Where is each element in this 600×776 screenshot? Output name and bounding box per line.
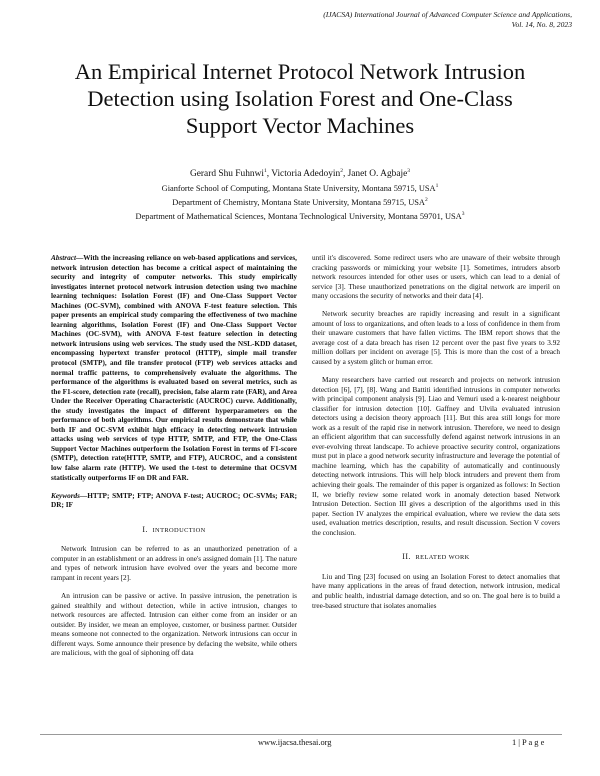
affiliation-3-text: Department of Mathematical Sciences, Montana Technological University, Montana 59701, USA xyxy=(135,212,462,221)
author-list: Gerard Shu Fuhnwi$^1$, Victoria Adedoyin$^2$, Janet O. Agbaje$^3$ xyxy=(190,168,410,179)
affiliation-3-sup: 3 xyxy=(461,211,465,217)
intro-paragraph-1: Network Intrusion can be referred to as an unauthorized penetration of a computer in an establishment or an address in one's assigned domain [1]. The nature and types of network intrusion have evolved over the years and become more rampant in recent years [2]. xyxy=(51,545,297,582)
title-line-1: An Empirical Internet Protocol Network Intrusion xyxy=(74,59,526,84)
keywords-text: —HTTP; SMTP; FTP; ANOVA F-test; AUCROC; OC-SVMs; FAR; DR; IF xyxy=(51,491,297,510)
section-1-heading xyxy=(51,525,297,536)
affiliation-1 xyxy=(20,183,580,194)
affiliation-2 xyxy=(20,197,580,208)
right-column xyxy=(312,254,560,620)
related-work-paragraph-1: Liu and Ting [23] focused on using an Isolation Forest to detect anomalies that have many applications in the areas of fraud detection, network intrusion, medical and public health, industrial damage detection, and so on. The goal here is to build a tree-based structure that isolates anomalies xyxy=(312,572,560,610)
section-2-number: II. xyxy=(402,552,411,562)
author-3-sup: 3 xyxy=(407,168,410,174)
title-line-3: Support Vector Machines xyxy=(185,113,415,138)
journal-volume: Vol. 14, No. 8, 2023 xyxy=(511,20,572,29)
abstract-label: Abstract xyxy=(51,254,76,262)
abstract xyxy=(51,254,297,483)
intro-paragraph-2: An intrusion can be passive or active. In passive intrusion, the penetration is gained stealthily and without detection, while in active intrusion, changes to network resources are affected. Intrusion can either come from an insider or an outsider. By insider, we mean an employee, customer, or business partner. Outsider means someone not connected to the organization. Network intrusions can occur in different ways. Some announce their presence by defacing the website, while others are malicious, with the goal of siphoning off data xyxy=(51,591,297,658)
page-number: 1 | P a g e xyxy=(512,738,545,747)
intro-paragraph-4: Many researchers have carried out research and projects on network intrusion detection [6], [7], [8]. Wang and Battiti identified intrusions in computer networks with principal component analysis [9]. Liao and Vemuri used a k-nearest neighbour classifier for intrusion detection [10]. Gaffney and Ulvila evaluated intrusion detectors using a decision theory approach [11]. But this area still longs for more work as a result of the rapid rise in network intrusion. Therefore, we need to design an efficient algorithm that can successfully defend against network intrusions in an ever-evolving threat landscape. To achieve proactive security control, organizations must put in place a good network security infrastructure and leverage the potential of machine learning, which has the capability of automatically and continuously detecting network intrusions. This will help block intruders and prevent them from achieving their goals. The remainder of this paper is organized as follows: In Section II, we briefly review some related work in anomaly detection based Network Intrusion Detection. Section III gives a description of the algorithms used in this paper. Section IV analyzes the empirical evaluation, where we review the data sets used, evaluation metrics description, results, and result discussion. Section V covers the conclusion. xyxy=(312,376,560,537)
intro-paragraph-3: Network security breaches are rapidly increasing and result in a significant amount of loss to organizations, and often leads to a loss of confidence in them from their unaware customers that have fallen victims. The IBM report shows that the average cost of a data breach has risen 12 percent over the past five years to 3.92 million dollars per incident on average [5]. This is more than the cost of a breach caused by a system glitch or human error. xyxy=(312,310,560,366)
footer-url[interactable]: www.ijacsa.thesai.org xyxy=(258,738,332,747)
paper-title xyxy=(30,58,570,139)
footer-divider xyxy=(40,734,562,735)
section-1-number: I. xyxy=(142,524,148,534)
author-1: Gerard Shu Fuhnwi xyxy=(190,169,264,179)
author-2-sup: 2 xyxy=(340,168,343,174)
author-2: Victoria Adedoyin xyxy=(271,169,341,179)
section-1-title: INTRODUCTION xyxy=(152,526,206,534)
journal-name: (IJACSA) International Journal of Advanced Computer Science and Applications, xyxy=(323,10,572,19)
affiliation-2-sup: 2 xyxy=(424,197,428,203)
author-3: Janet O. Agbaje xyxy=(347,169,408,179)
title-line-2: Detection using Isolation Forest and One-Class xyxy=(87,86,513,111)
left-column xyxy=(51,254,297,667)
affiliation-3 xyxy=(20,211,580,222)
abstract-text: —With the increasing reliance on web-based applications and services, network intrusion detection has become a critical aspect of maintaining the security and integrity of computer networks. This study empirically investigates internet protocol network intrusion detection using two machine learning techniques: Isolation Forest (IF) and One-Class Support Vector Machines (OC-SVM), combined with ANOVA F-test feature selection. This paper presents an empirical study comparing the effectiveness of two machine learning algorithms, Isolation Forest (IF) and One-Class Support Vector Machines (OC-SVM), with ANOVA F-test feature selection in detecting network intrusions using web services. The study used the NSL-KDD dataset, encompassing hypertext transfer protocol (HTTP), simple mail transfer protocol (SMTP), and file transfer protocol (FTP) web services attacks and normal traffic patterns, to comprehensively evaluate the algorithms. The performance of the algorithms is evaluated based on several metrics, such as the F1-score, detection rate (recall), precision, false alarm rate (FAR), and Area Under the Receiver Operating Characteristic (AUCROC) curve. Additionally, the study investigates the impact of different hyperparameters on the performance of both algorithms. Our empirical results demonstrate that while both IF and OC-SVM exhibit high efficacy in detecting network intrusion attacks using web services of type HTTP, SMTP, and FTP, the One-Class Support Vector Machines outperform the Isolation Forest in terms of F1-score (SMTP), detection rate(HTTP, SMTP, and FTP), AUCROC, and a consistent low false alarm rate (HTTP). We used the t-test to determine that OCSVM statistically outperforms IF on DR and FAR. xyxy=(51,254,297,482)
journal-header xyxy=(323,10,572,30)
affiliation-2-text: Department of Chemistry, Montana State University, Montana 59715, USA xyxy=(172,198,425,207)
author-1-sup: 1 xyxy=(263,168,267,174)
section-2-heading xyxy=(312,552,560,563)
keywords-label: Keywords xyxy=(51,491,80,500)
affiliation-1-text: Gianforte School of Computing, Montana State University, Montana 59715, USA xyxy=(161,184,436,193)
section-2-title: RELATED WORK xyxy=(415,554,470,562)
keywords xyxy=(51,492,297,511)
intro-paragraph-2-continued: until it's discovered. Some redirect users who are unaware of their website through cracking passwords or mimicking your website [1]. Sometimes, intruders absorb network resources intended for other uses or users, which can lead to a denial of service [3]. These unauthorized penetrations on the digital network are imperil on many occasions the security of networks and their data [4]. xyxy=(312,254,560,301)
affiliation-1-sup: 1 xyxy=(435,183,439,189)
